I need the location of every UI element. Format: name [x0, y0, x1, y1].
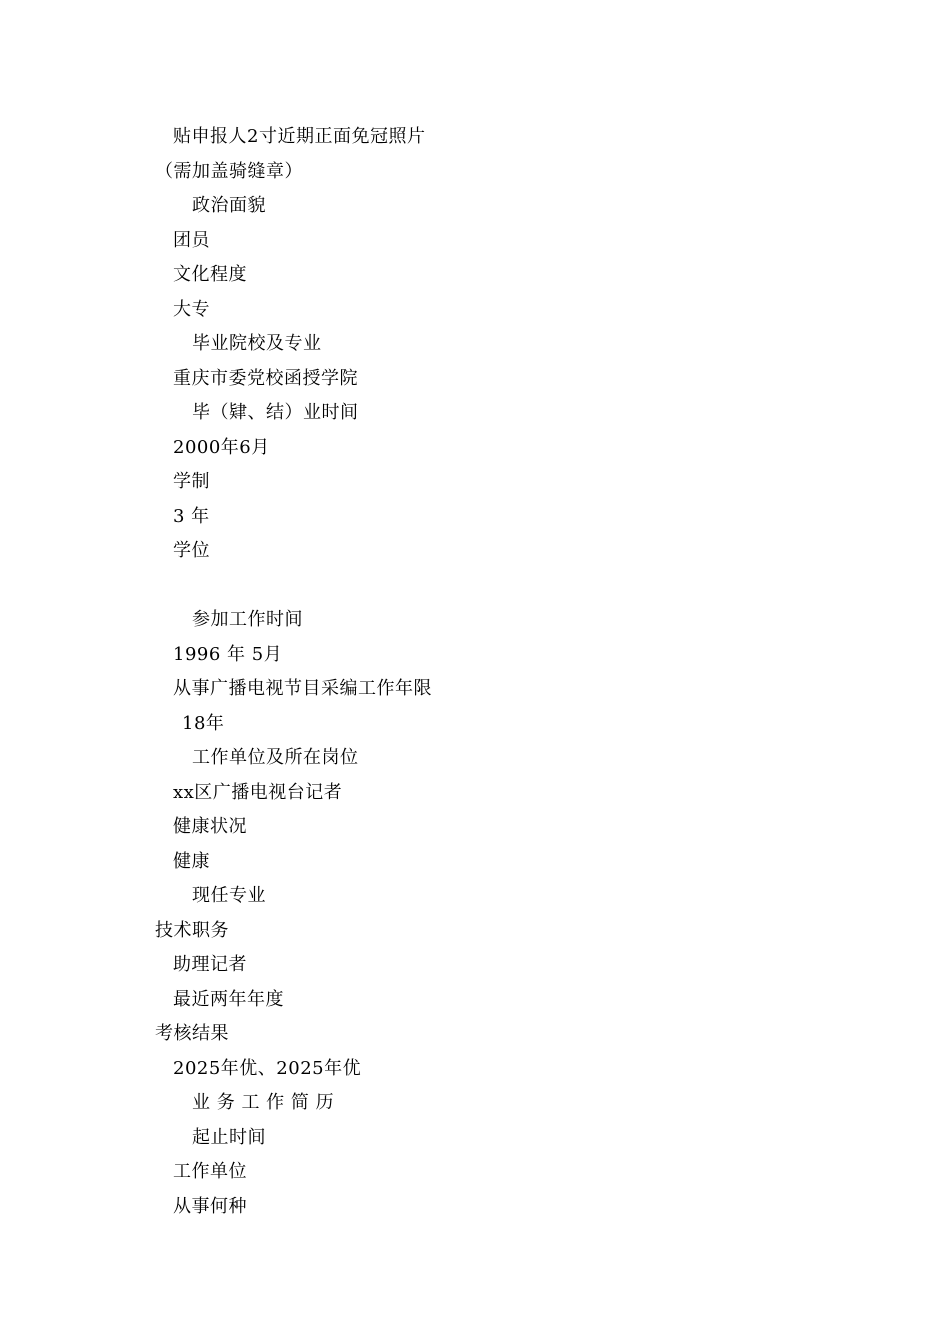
health-status-value: 健康: [173, 851, 210, 872]
work-start-label: 参加工作时间: [192, 609, 303, 630]
work-start-value: 1996 年 5月: [173, 644, 283, 665]
review-result-label: 考核结果: [155, 1023, 229, 1044]
seal-note: （需加盖骑缝章）: [155, 161, 303, 182]
annual-review-label: 最近两年年度: [173, 989, 284, 1010]
review-result-value: 2025年优、2025年优: [173, 1058, 362, 1079]
period-column-label: 起止时间: [192, 1127, 266, 1148]
work-history-heading: 业 务 工 作 简 历: [192, 1092, 335, 1113]
current-major-label: 现任专业: [192, 885, 266, 906]
degree-label: 学位: [173, 540, 210, 561]
schooling-length-value: 3 年: [173, 506, 210, 527]
political-status-value: 团员: [173, 230, 210, 251]
work-type-column-label: 从事何种: [173, 1196, 247, 1217]
school-major-value: 重庆市委党校函授学院: [173, 368, 358, 389]
graduation-time-label: 毕（肄、结）业时间: [192, 402, 359, 423]
graduation-time-value: 2000年6月: [173, 437, 270, 458]
photo-instruction: 贴申报人2寸近期正面免冠照片: [173, 126, 426, 147]
education-level-value: 大专: [173, 299, 210, 320]
employer-column-label: 工作单位: [173, 1161, 247, 1182]
editing-years-label: 从事广播电视节目采编工作年限: [173, 678, 432, 699]
political-status-label: 政治面貌: [192, 195, 266, 216]
employer-post-label: 工作单位及所在岗位: [192, 747, 359, 768]
technical-title-value: 助理记者: [173, 954, 247, 975]
education-level-label: 文化程度: [173, 264, 247, 285]
employer-post-value: xx区广播电视台记者: [173, 782, 343, 803]
schooling-length-label: 学制: [173, 471, 210, 492]
health-status-label: 健康状况: [173, 816, 247, 837]
technical-title-label: 技术职务: [155, 920, 229, 941]
school-major-label: 毕业院校及专业: [192, 333, 322, 354]
editing-years-value: 18年: [182, 713, 225, 734]
